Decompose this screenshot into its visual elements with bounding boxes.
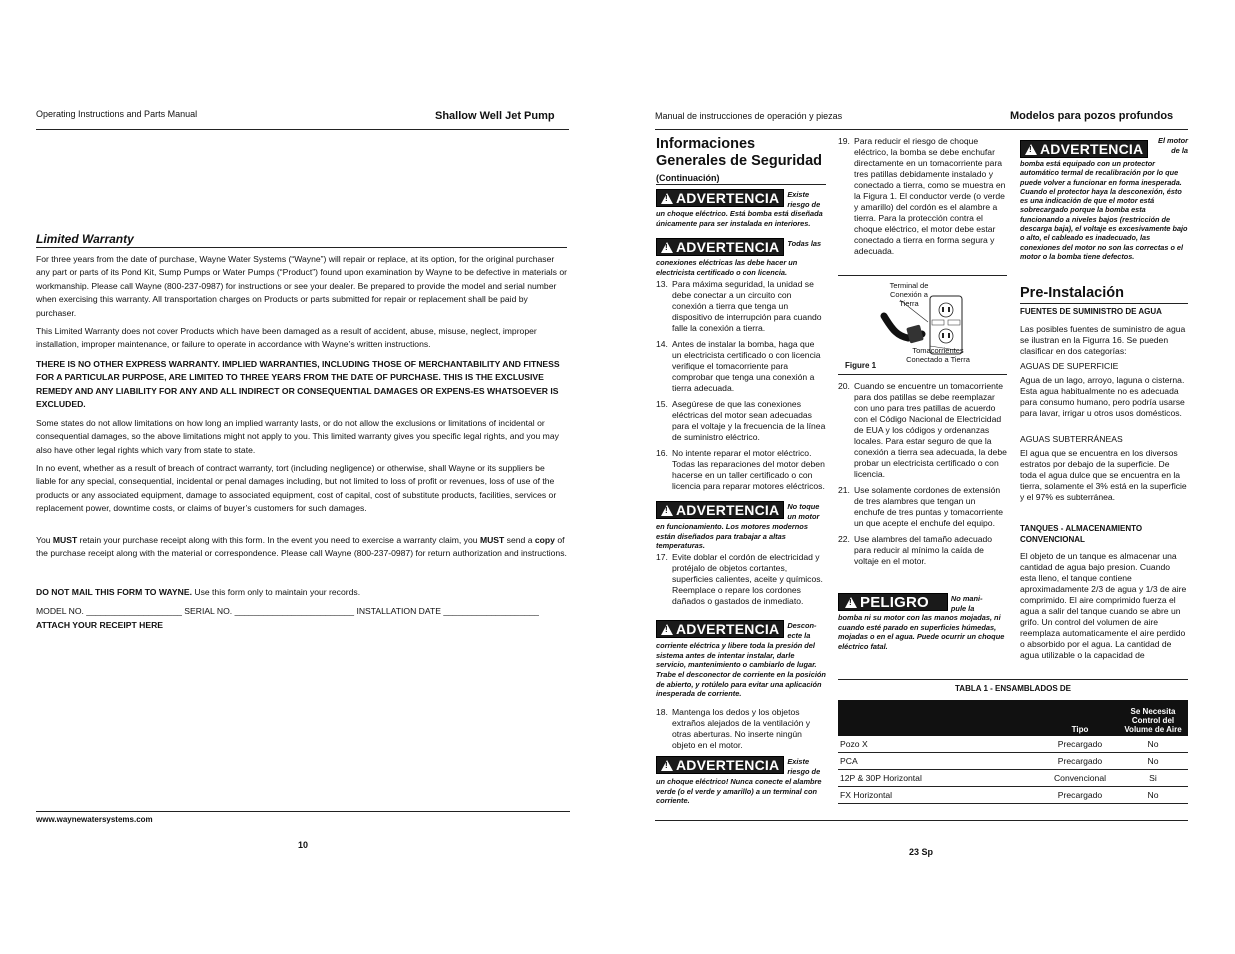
list-item: 15. Asegúrese de que las conexiones eléctricas del motor sean adecuadas para el voltaje y la frecuencia de la línea de suministro eléctrico. — [656, 399, 826, 442]
table-1: Tipo Se Necesita Control del Volume de Aire Pozo X Precargado No PCA Precargado No 12P & 30P Horizontal Convencional Si FX Horizontal Precargado No — [838, 700, 1188, 804]
warning-triangle-icon — [661, 760, 673, 771]
right-header-rule — [655, 129, 1188, 130]
left-header-manual-title: Operating Instructions and Parts Manual — [36, 109, 198, 119]
warning-block-3: ! ADVERTENCIA No toque un motor en funcionamiento. Los motores modernos están diseñados para trabajar a altas temperaturas. — [656, 501, 826, 551]
warning-triangle-icon — [661, 624, 673, 635]
form-fields-line: MODEL NO. ____________________ SERIAL NO. _________________________ INSTALLATION DATE ____________________ — [36, 606, 539, 616]
items-13-16 — [656, 279, 826, 492]
tanks-text: El objeto de un tanque es almacenar una cantidad de agua bajo presion. Cuando esta lleno, el tanque contiene aproximadamente 2/3 de agua y 1/3 de aire comprimido. El aire comprimido fuerza el agua a salir del tanque cuando se abre un grifo. Un control del volumen de aire reemplaza automaticamente el aire perdido o absorbido por el agua. La cantidad de agua utilizable o la capacidad de — [1020, 551, 1187, 660]
warranty-para-2: This Limited Warranty does not cover Products which have been damaged as a result of accident, abuse, misuse, neglect, improper installation, improper maintenance, or failure to operate in accordance with Wayne’s written instructions. — [36, 326, 537, 350]
warranty-para-3: THERE IS NO OTHER EXPRESS WARRANTY. IMPLIED WARRANTIES, INCLUDING THOSE OF MERCHANTABILITY AND FITNESS FOR A PARTICULAR PURPOSE, ARE LIMITED TO THREE YEARS FROM THE DATE OF PURCHASE. THIS IS THE EXCLUSIVE REMEDY AND ANY LIABILITY FOR ANY AND ALL INDIRECT OR CONSEQUENTIAL DAMAGES OR EXPENS-ES WHATSOEVER IS EXCLUDED. — [36, 359, 560, 410]
pre-installation-title: Pre-Instalación — [1020, 285, 1124, 301]
warranty-para-1: For three years from the date of purchase, Wayne Water Systems (“Wayne”) will repair or replace, at its option, for the original purchaser any part or parts of its Pond Kit, Sump Pumps or Water Pumps (“Product”) found upon examination by Wayne to be defective in materials or workmanship. Please call Wayne (800-237-0987) for instructions or see your dealer. Be prepared to provide the model and serial number when exercising this warranty. All transportation charges on Products or parts submitted for repair or replacement shall be paid by purchaser. — [36, 254, 567, 318]
section-title-rule — [656, 184, 826, 185]
warranty-title: Limited Warranty — [36, 232, 134, 246]
mail-notice: DO NOT MAIL THIS FORM TO WAYNE. Use this form only to maintain your records. — [36, 587, 361, 597]
water-sources-text: Las posibles fuentes de suministro de agua se ilustran en la Figurra 16. Se pueden clasificar en dos categorías: — [1020, 324, 1186, 356]
items-20-22 — [838, 381, 1008, 567]
figure-label-ground-terminal: Terminal de Conexión a Tierra — [889, 281, 929, 308]
warranty-para-4: Some states do not allow limitations on how long an implied warranty lasts, or do not allow the exclusions or limitations of incidental or consequential damages, so the above limitations might not apply to you. This limited warranty gives you specific legal rights, and you may also have other legal rights which vary from state to state. — [36, 418, 559, 455]
table-row: PCA Precargado No — [838, 753, 1188, 770]
advertencia-badge: ! ADVERTENCIA — [656, 238, 784, 256]
list-item: 18. Mantenga los dedos y los objetos extraños alejados de la ventilación y otras aberturas. No inserte ningún objeto en el motor. — [656, 707, 811, 750]
item-19 — [838, 136, 1008, 257]
right-header-manual-title: Manual de instrucciones de operación y piezas — [655, 111, 843, 121]
surface-water-heading: AGUAS DE SUPERFICIE — [1020, 361, 1119, 371]
figure-caption: Figure 1 — [845, 361, 877, 370]
footer-url: www.waynewatersystems.com — [36, 815, 153, 824]
right-footer-rule — [655, 820, 1188, 821]
warning-block-6: ! ADVERTENCIA El motor de la bomba está equipado con un protector automático termal de recalibración por lo que puede volver a funcionar en forma inesperada. Cuando el protector haya la desconexión, ésto es una indicación de que el motor está sobrecargado porque la bomba esta funcionando a niveles bajos (restricción de descarga baja), el voltaje es excesivamente bajo o alto, el cableado es inadecuado, las conexiones del motor no son las correctas o el motor o la bomba tiene defectos. — [1020, 136, 1188, 261]
left-header-product: Shallow Well Jet Pump — [435, 110, 555, 122]
warranty-title-rule — [36, 247, 567, 248]
table-top-rule — [838, 679, 1188, 680]
attach-receipt: ATTACH YOUR RECEIPT HERE — [36, 620, 164, 630]
list-item: 21. Use solamente cordones de extensión de tres alambres que tengan un enchufe de tres puntas y tomacorriente un que acepte el enchufe del equipo. — [838, 485, 1004, 528]
figure-label-grounded-outlet: Tomacorrientes Conectado a Tierra — [906, 346, 970, 364]
list-item: 16. No intente reparar el motor eléctrico. Todas las reparaciones del motor deben hacerse en un taller certificado o con licencia para reparar motores eléctricos. — [656, 448, 825, 491]
warranty-para-6: You MUST retain your purchase receipt along with this form. In the event you need to exercise a warranty claim, you MUST send a copy of the purchase receipt along with the material or correspondence. Please call Wayne (800-237-0987) for return authorization and instructions. — [36, 535, 567, 559]
list-item: 20. Cuando se encuentre un tomacorriente para dos patillas se debe reemplazar con uno para tres patillas de acuerdo con el Código Nacional de Electricidad de EUA y los códigos y ordenanzas locales. Para estar seguro de que la conexión a tierra sea adecuada, la debe probar un electricista certificado o con licencia. — [838, 381, 1007, 479]
table-row: 12P & 30P Horizontal Convencional Si — [838, 770, 1188, 787]
tanks-heading: TANQUES - ALMACENAMIENTO CONVENCIONAL — [1020, 524, 1143, 544]
warning-block-4: ! ADVERTENCIA Descon-ecte la corriente eléctrica y libere toda la presión del sistema antes de intentar instalar, darle servicio, mantenimiento o cambiarlo de lugar. Trabe el desconector de corriente en la posición de abierto, y rotúlelo para evitar una aplicación inesperada de corriente. — [656, 620, 826, 699]
surface-water-text: Agua de un lago, arroyo, laguna o cisterna. Esta agua habitualmente no es adecuada para consumo humano, pero podría usarse para lavar, irrigar u otros usos domésticos. — [1020, 375, 1185, 418]
pre-installation-rule — [1020, 303, 1188, 304]
warning-block-2: ! ADVERTENCIA Todas las conexiones eléctricas las debe hacer un electricista certificado o con licencia. — [656, 238, 826, 277]
advertencia-badge: ! ADVERTENCIA — [656, 756, 784, 774]
table-row: FX Horizontal Precargado No — [838, 787, 1188, 804]
table-row: Pozo X Precargado No — [838, 736, 1188, 753]
left-header-rule — [36, 129, 569, 130]
list-item: 17. Evite doblar el cordón de electricidad y protéjalo de objetos cortantes, superficies calientes, aceite y químicos. Reemplace o repare los cordones dañados o gastados de inmediato. — [656, 552, 823, 606]
figure-1 — [838, 275, 1007, 375]
warning-block-5: ! ADVERTENCIA Existe riesgo de un choque eléctrico! Nunca conecte el alambre verde (o el verde y amarillo) a un terminal con corriente. — [656, 756, 826, 806]
water-sources-heading: FUENTES DE SUMINISTRO DE AGUA — [1020, 307, 1162, 316]
left-page-number: 10 — [298, 840, 309, 850]
warning-triangle-icon — [1025, 144, 1037, 155]
advertencia-badge: ! ADVERTENCIA — [656, 189, 784, 207]
advertencia-badge: ! ADVERTENCIA — [1020, 140, 1148, 158]
groundwater-heading: AGUAS SUBTERRÁNEAS — [1020, 434, 1123, 444]
warning-block-1: ! ADVERTENCIA Existe riesgo de un choque eléctrico. Está bomba está diseñada únicamente para ser instalada en interiores. — [656, 189, 826, 228]
section-title: Informaciones Generales de Seguridad — [656, 136, 823, 169]
groundwater-text: El agua que se encuentra en los diversos estratos por debajo de la superficie. De toda el agua dulce que se encuentra en la tierra, solamente el 3% está en la superficie y el 97% es subterránea. — [1020, 448, 1187, 502]
list-item: 14. Antes de instalar la bomba, haga que un electricista certificado o con licencia verifique el tomacorriente para comprobar que tenga una conexión a tierra adecuada. — [656, 339, 821, 393]
continuation-label: (Continuación) — [656, 173, 720, 183]
peligro-badge: ! PELIGRO — [838, 593, 948, 611]
list-item: 13. Para máxima seguridad, la unidad se debe conectar a un circuito con conexión a tierra que tenga un dispositivo de interrupción para cuando falle la conexión a tierra. — [656, 279, 822, 333]
advertencia-badge: ! ADVERTENCIA — [656, 501, 784, 519]
danger-triangle-icon — [845, 597, 857, 608]
item-17 — [656, 552, 826, 607]
advertencia-badge: ! ADVERTENCIA — [656, 620, 784, 638]
left-footer-rule — [36, 811, 570, 812]
list-item: 22. Use alambres del tamaño adecuado para reducir al mínimo la caída de voltaje en el motor. — [838, 534, 993, 566]
danger-block: ! PELIGRO No mani-pule la bomba ni su motor con las manos mojadas, ni cuando esté parado en superficies húmedas, mojadas o en el agua. Puede ocurrir un choque eléctrico fatal. — [838, 593, 1008, 652]
warranty-para-5: In no event, whether as a result of breach of contract warranty, tort (including negligence) or otherwise, shall Wayne or its suppliers be liable for any special, consequential, incidental or penal damages including, but not limited to loss of profit or revenues, loss of use of the products or any associated equipment, damage to associated equipment, cost of capital, cost of substitute products, facilities, services or replacement power, downtime costs, or claims of buyer’s customers for such damages. — [36, 463, 557, 514]
table-title: TABLA 1 - ENSAMBLADOS DE — [955, 684, 1071, 693]
right-header-models: Modelos para pozos profundos — [1010, 110, 1174, 122]
warning-triangle-icon — [661, 242, 673, 253]
list-item: 19. Para reducir el riesgo de choque eléctrico, la bomba se debe enchufar directamente en un tomacorriente para tres patillas debidamente instalado y conectado a tierra, como se muestra en la Figura 1. El conductor verde (o verde y amarillo) del cordón es el alambre a tierra. Para la protección contra el choque eléctrico, el motor debe estar conectado a tierra en forma segura y adecuada. — [838, 136, 1006, 256]
item-18 — [656, 707, 826, 751]
right-page-number: 23 Sp — [909, 847, 934, 857]
warning-triangle-icon — [661, 505, 673, 516]
warning-triangle-icon — [661, 193, 673, 204]
